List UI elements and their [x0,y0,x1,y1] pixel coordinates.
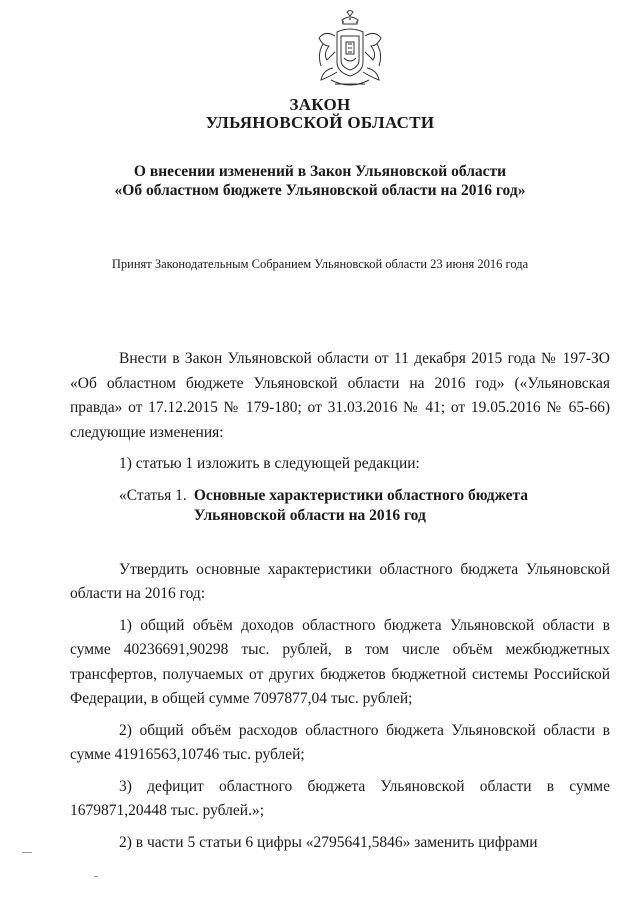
document-body [70,347,610,855]
law-subject-line-1: О внесении изменений в Закон Ульяновской области [133,163,507,180]
article-heading [119,484,610,526]
law-heading: ЗАКОН [289,95,351,114]
article-title: Основные характеристики областного бюджета Ульяновской области на 2016 год [193,486,529,524]
point-2: 2) общий объём расходов областного бюджета Ульяновской области в сумме 41916563,10746 тыс. рублей; [70,721,610,763]
coat-of-arms-icon [313,10,387,90]
region-heading: УЛЬЯНОВСКОЙ ОБЛАСТИ [205,113,435,132]
adoption-note: Принят Законодательным Собранием Ульяновской области 23 июня 2016 года [111,257,529,271]
scan-mark [94,876,98,877]
point-3: 3) дефицит областного бюджета Ульяновской области в сумме 1679871,20448 тыс. рублей.»; [70,777,610,819]
law-subject-line-2: «Об областном бюджете Ульяновской области на 2016 год» [114,182,526,199]
amendment-item-1: 1) статью 1 изложить в следующей редакции: [119,455,420,472]
scan-mark [22,852,32,853]
article-number: «Статья 1. [119,486,187,504]
coat-of-arms-emblem [313,10,387,90]
point-1: 1) общий объём доходов областного бюджета Ульяновской области в сумме 40236691,90298 тыс. рублей, в том числе объём межбюджетных трансфертов, получаемых от других бюджетов бюджетной системы Российской Федерации, в общей сумме 7097877,04 тыс. рублей; [70,616,610,707]
intro-paragraph: Внести в Закон Ульяновской области от 11 декабря 2015 года № 197-ЗО «Об областном бюджете Ульяновской области на 2016 год» («Ульяновская правда» от 17.12.2015 № 179-180; от 31.03.2016 № 41; от 19.05.2016 № 65-66) следующие изменения: [70,350,610,441]
approve-paragraph: Утвердить основные характеристики областного бюджета Ульяновской области на 2016 год: [70,560,610,602]
amendment-item-2: 2) в части 5 статьи 6 цифры «2795641,5846» заменить цифрами [119,833,538,851]
